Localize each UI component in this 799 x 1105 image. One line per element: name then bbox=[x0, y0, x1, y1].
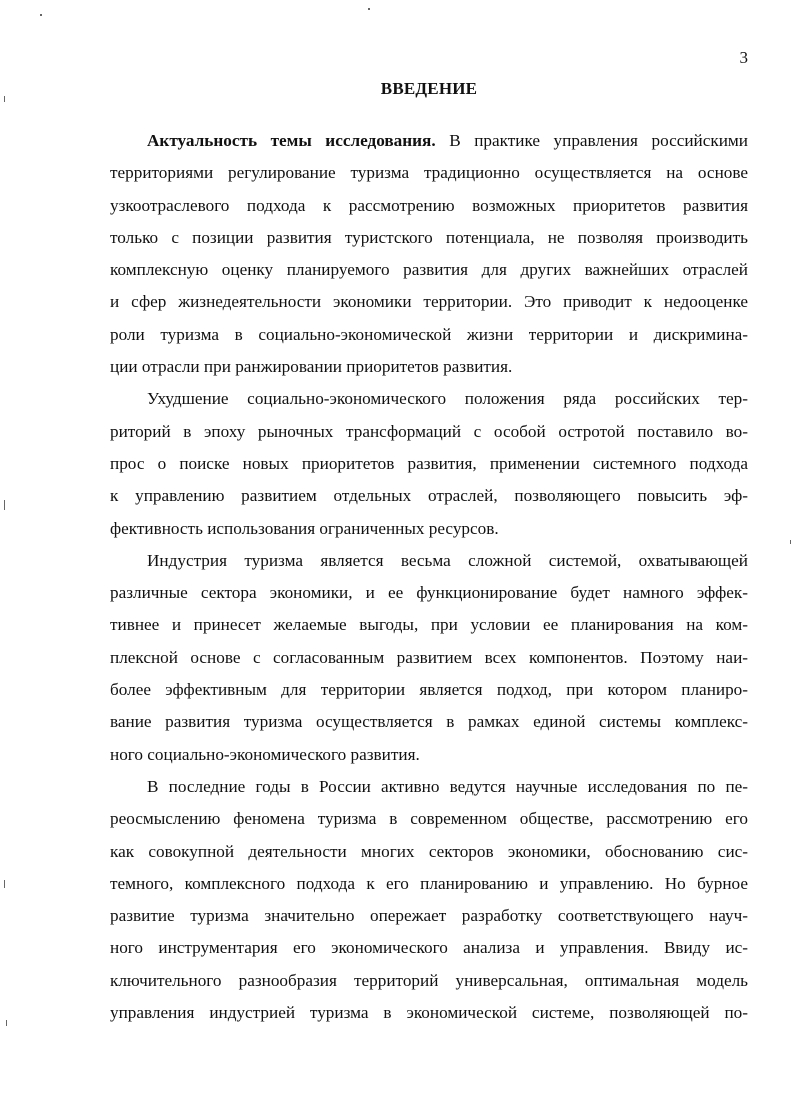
paragraph-deterioration bbox=[110, 383, 748, 544]
paragraph-line: плексной основе с согласованным развитием всех компонентов. Поэтому наи- bbox=[110, 647, 748, 667]
paragraph-line: территориями регулирование туризма традиционно осуществляется на основе bbox=[110, 163, 748, 183]
scan-speck bbox=[6, 1020, 7, 1026]
page-number: 3 bbox=[739, 48, 748, 67]
paragraph-line: различные сектора экономики, и ее функционирование будет намного эффек- bbox=[110, 583, 748, 603]
paragraph-line: роли туризма в социально-экономической жизни территории и дискримина- bbox=[110, 324, 748, 344]
paragraph-line: Актуальность темы исследования. В практике управления российскими bbox=[147, 131, 749, 150]
paragraph-relevance bbox=[110, 125, 748, 383]
paragraph-tourism-industry bbox=[110, 545, 748, 771]
scan-speck bbox=[4, 880, 5, 888]
paragraph-line: ного социально-экономического развития. bbox=[110, 744, 420, 764]
paragraph-line: как совокупной деятельности многих секторов экономики, обоснованию сис- bbox=[110, 841, 748, 861]
paragraph-line: и сфер жизнедеятельности экономики территории. Это приводит к недооценке bbox=[110, 292, 748, 312]
scan-speck bbox=[368, 8, 370, 10]
paragraph-line: реосмыслению феномена туризма в современном обществе, рассмотрению его bbox=[110, 809, 748, 829]
paragraph-line: развитие туризма значительно опережает разработку соответствующего науч- bbox=[110, 906, 748, 926]
scan-speck bbox=[40, 14, 42, 16]
paragraph-line: управления индустрией туризма в экономической системе, позволяющей по- bbox=[110, 1003, 748, 1023]
paragraph-line: фективность использования ограниченных ресурсов. bbox=[110, 518, 499, 538]
paragraph-line: узкоотраслевого подхода к рассмотрению возможных приоритетов развития bbox=[110, 195, 748, 215]
scan-speck bbox=[4, 96, 5, 102]
paragraph-line: В последние годы в России активно ведутся научные исследования по пе- bbox=[147, 776, 748, 796]
scan-speck bbox=[4, 500, 5, 510]
scan-speck bbox=[790, 540, 791, 544]
paragraph-line: Индустрия туризма является весьма сложной системой, охватывающей bbox=[147, 550, 748, 570]
paragraph-line: вание развития туризма осуществляется в рамках единой системы комплекс- bbox=[110, 712, 748, 732]
paragraph-line: прос о поиске новых приоритетов развития, применении системного подхода bbox=[110, 453, 748, 473]
paragraph-line: ции отрасли при ранжировании приоритетов развития. bbox=[110, 357, 513, 377]
paragraph-line: к управлению развитием отдельных отраслей, позволяющего повысить эф- bbox=[110, 486, 748, 506]
paragraph-line: только с позиции развития туристского потенциала, не позволяя производить bbox=[110, 227, 748, 247]
paragraph-recent-research bbox=[110, 771, 748, 1029]
paragraph-line: тивнее и принесет желаемые выгоды, при условии ее планирования на ком- bbox=[110, 615, 748, 635]
paragraph-line: комплексную оценку планируемого развития для других важнейших отраслей bbox=[110, 260, 748, 280]
paragraph-line: более эффективным для территории является подход, при котором планиро- bbox=[110, 680, 748, 700]
page-title: ВВЕДЕНИЕ bbox=[380, 79, 478, 98]
body-text bbox=[110, 125, 748, 1029]
paragraph-lead: Актуальность темы исследования. bbox=[147, 131, 436, 150]
paragraph-line: ключительного разнообразия территорий универсальная, оптимальная модель bbox=[110, 970, 748, 990]
paragraph-line: темного, комплексного подхода к его планированию и управлению. Но бурное bbox=[110, 873, 748, 893]
paragraph-line: Ухудшение социально-экономического положения ряда российских тер- bbox=[147, 389, 748, 409]
paragraph-line: ного инструментария его экономического анализа и управления. Ввиду ис- bbox=[110, 938, 748, 958]
paragraph-line: риторий в эпоху рыночных трансформаций с особой остротой поставило во- bbox=[110, 421, 748, 441]
